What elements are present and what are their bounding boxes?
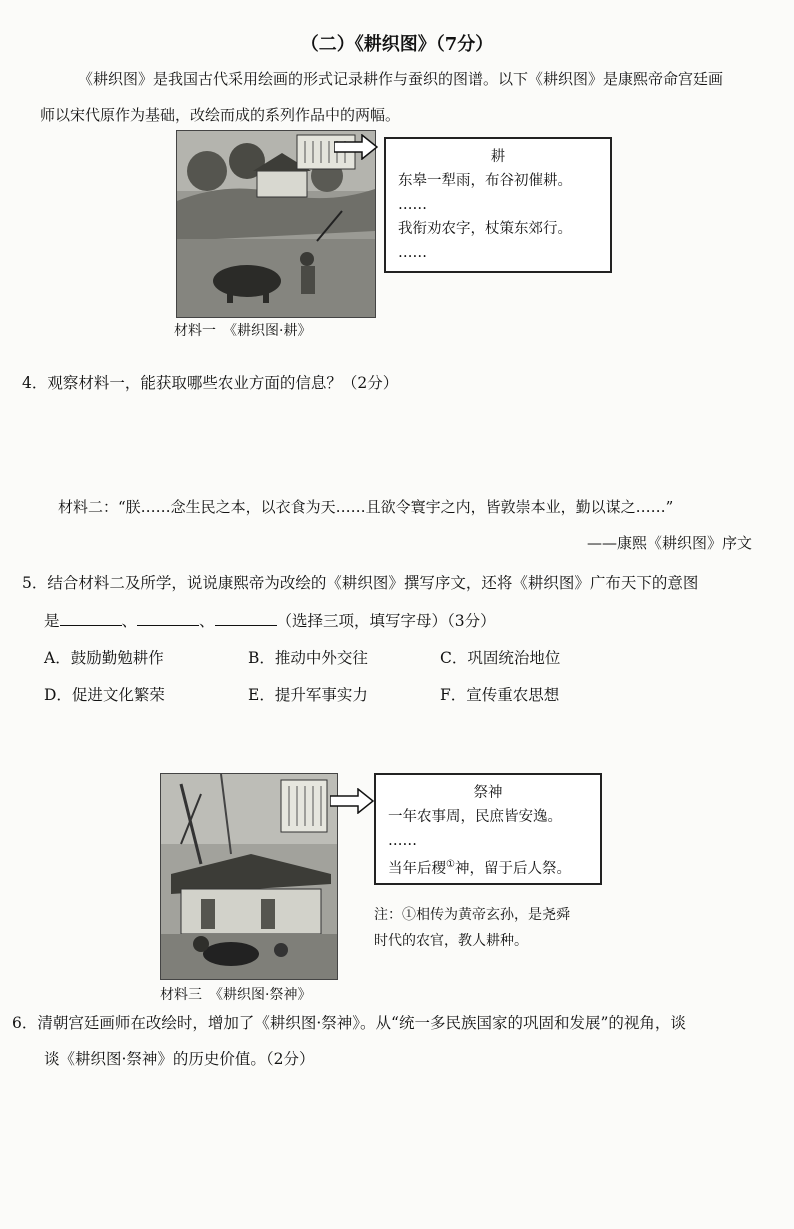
option-f: F．宣传重农思想 bbox=[440, 686, 560, 704]
poem-title: 耕 bbox=[490, 149, 506, 165]
intro-line-1: 《耕织图》是我国古代采用绘画的形式记录耕作与蚕织的图谱。以下《耕织图》是康熙帝命宫廷画 bbox=[78, 70, 724, 88]
poem-box-worship bbox=[374, 773, 602, 885]
material-2-source: ——康熙《耕织图》序文 bbox=[586, 534, 752, 552]
arrow-right-icon bbox=[330, 788, 374, 814]
answer-separator: 、 bbox=[199, 612, 215, 630]
question-6-line-2: 谈《耕织图·祭神》的历史价值。（2分） bbox=[44, 1050, 315, 1068]
worship-engraving bbox=[160, 773, 338, 980]
poem-line: 一年农事周，民庶皆安逸。 bbox=[388, 809, 562, 825]
option-a: A．鼓励勤勉耕作 bbox=[44, 649, 164, 667]
footnote-line-1: 注：①相传为黄帝玄孙，是尧舜 bbox=[374, 907, 570, 923]
poem-line-part: 当年后稷 bbox=[388, 860, 446, 877]
footnote-line-2: 时代的农官，教人耕种。 bbox=[374, 933, 528, 949]
intro-line-2: 师以宋代原作为基础，改绘而成的系列作品中的两幅。 bbox=[40, 106, 401, 124]
question-6-line-1: 6．清朝宫廷画师在改绘时，增加了《耕织图·祭神》。从“统一多民族国家的巩固和发展”的视角，谈 bbox=[12, 1014, 686, 1032]
material-2-text: 材料二：“朕……念生民之本，以衣食为天……且欲令寰宇之内，皆敦崇本业，勤以谋之……” bbox=[58, 498, 674, 516]
poem-line-part: 神，留于后人祭。 bbox=[454, 860, 571, 877]
section-title: （二）《耕织图》（7分） bbox=[300, 34, 494, 55]
question-5-line-1: 5．结合材料二及所学，说说康熙帝为改绘的《耕织图》撰写序文，还将《耕织图》广布天下的意图 bbox=[22, 574, 699, 592]
poem-title: 祭神 bbox=[473, 785, 503, 801]
option-d: D．促进文化繁荣 bbox=[44, 686, 165, 704]
poem-line: 东皋一犁雨，布谷初催耕。 bbox=[398, 173, 572, 189]
footnote-marker: ① bbox=[446, 859, 455, 870]
answer-instruction: （选择三项，填写字母）（3分） bbox=[276, 612, 496, 630]
poem-box-plowing bbox=[384, 137, 612, 273]
worship-scene-illustration bbox=[161, 774, 337, 979]
answer-blank-3[interactable] bbox=[215, 609, 277, 626]
poem-ellipsis: …… bbox=[398, 245, 427, 261]
poem-ellipsis: …… bbox=[388, 833, 417, 849]
answer-separator: 、 bbox=[121, 612, 138, 630]
option-c: C．巩固统治地位 bbox=[440, 649, 561, 667]
poem-line: 我衔劝农字，杖策东郊行。 bbox=[398, 221, 572, 237]
material-1-caption: 材料一 《耕织图·耕》 bbox=[174, 323, 312, 339]
material-3-caption: 材料三 《耕织图·祭神》 bbox=[160, 987, 312, 1003]
arrow-right-icon bbox=[334, 134, 378, 160]
answer-blank-1[interactable] bbox=[60, 609, 122, 626]
question-5-line-2 bbox=[44, 604, 784, 638]
answer-blank-2[interactable] bbox=[137, 609, 199, 626]
option-b: B．推动中外交往 bbox=[248, 649, 368, 667]
poem-line bbox=[388, 853, 588, 881]
question-4: 4．观察材料一，能获取哪些农业方面的信息？（2分） bbox=[22, 374, 399, 392]
answer-prefix: 是 bbox=[44, 612, 60, 630]
poem-ellipsis: …… bbox=[398, 197, 427, 213]
option-e: E．提升军事实力 bbox=[248, 686, 368, 704]
